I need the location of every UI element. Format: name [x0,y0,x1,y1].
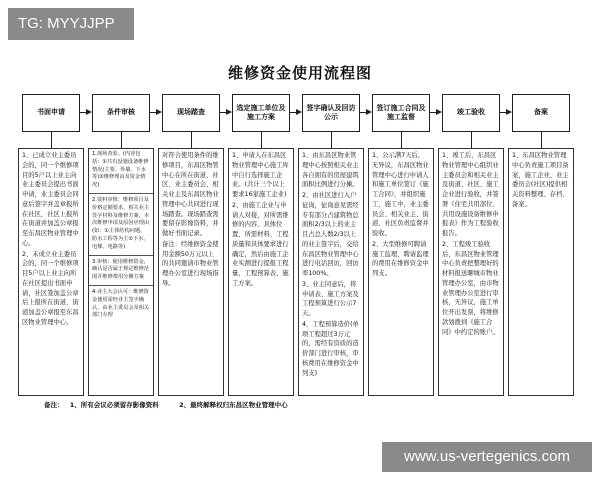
description-paragraph: 2、大型维修可聘请施工监理，聘请监理的费用在维修资金中列支。 [372,240,429,277]
description-paragraph: 1、竣工后，东昌区物业管理中心组织业主委员会和相关业主及街道、社区、施工企业进行验收，并签署《住宅共用部位、共用设施设备维修申报表》作为工程验收报告。 [442,152,499,237]
description-paragraph: 1、东昌区物业管理中心负责施工项目备案，施工企业、业主委员会(社区)提供相关资料整理、存档、备案。 [512,152,569,208]
watermark-top-left: TG: MYYJJPP [8,8,134,40]
stage-description-4 [228,148,294,396]
connector-line [471,132,472,148]
footnote [44,400,306,409]
divider [89,255,153,256]
description-paragraph: 2、由施工企业与申请人对接，对所需维修的内容、具体位置、所需材料、工程质量和具体要求进行确定，然后由施工企业实测进行提报工程量、工程预算表、施工方案。 [232,201,289,287]
arrow-5-to-6 [360,112,370,113]
description-paragraph: 2、由社区进行入户征询，征询意见需经专有部分占建筑物总面积2/3以上的业主且占总人数2/3以上的业主签字后，交给东昌区物业管理中心进行电话回访，回访率100%。 [302,192,359,277]
footnote-item-1: 1、所有会议必须留存影像资料 [69,401,159,409]
stage-box-3: 现场踏查 [162,94,220,132]
description-paragraph: 1、申请人在东昌区物业管理中心施工库中自行选择施工企业。(共计三个以上要求16家施工企业) [232,152,289,198]
connector-line [51,132,52,148]
stage-box-2: 条件审核 [92,94,150,132]
footnote-item-2: 2、最终解释权归东昌区物业管理中心 [179,401,288,409]
stage-description-1 [18,148,84,396]
description-paragraph: 1、已成立业主委员会的，同一个维修项目的5户以上业主向业主委员会提出书面申请，业主委员会同意后签字并盖章报所在社区，社区上报所在街道并加盖公章报至东昌区物业管理中心。 [22,152,79,247]
arrow-1-to-2 [80,112,90,113]
stage-box-1: 书面申请 [22,94,80,132]
description-paragraph: 1、由东昌区物业管理中心按照相关业主各自拥有的房屋建筑面积比例进行分摊。 [302,152,359,189]
stage-description-6 [368,148,434,396]
connector-line [191,132,192,148]
description-paragraph: 1、公示满7天后，无异议，东昌区物业管理中心进行申请人和施工单位签订《施工合同》，并组织施工，施工中，业主委员会、相关业主、街道、社区负责监督并验收。 [372,152,429,237]
divider [89,193,153,194]
arrow-6-to-7 [430,112,440,113]
stage-description-7 [438,148,504,396]
description-paragraph: 4.业主大会认可：维修资金使用需经业主签字确认，由业主委员会及相关部门办理 [92,288,150,319]
arrow-2-to-3 [150,112,160,113]
divider [89,285,153,286]
footnote-prefix: 备注： [44,401,64,409]
description-paragraph: 2、未成立业主委员会的，同一个维修项目5户以上业主向所在社区提出书面申请，社区签加盖公章后上报所在街道，街道加盖公章报至东昌区物业管理中心。 [22,250,79,326]
diagram-title: 维修资金使用流程图 [227,64,372,82]
connector-line [121,132,122,148]
stage-box-7: 竣工验收 [442,94,500,132]
connector-line [261,132,262,148]
description-paragraph: 3.审核：使用维修资金，确认是否属于规定维修范围并维修费用分摊方案 [92,258,150,281]
watermark-bottom-right: www.us-vertegenics.com [382,442,592,472]
arrow-4-to-5 [290,112,300,113]
description-paragraph: 对符合使用条件的维修项目，东昌区物管中心在所在街道、社区、业主委员会、相关业主及东昌区物业管理中心共同进行现场踏查。现场踏查需要留存影像资料，并做好书面记录。 [162,152,219,237]
stage-box-8: 备案 [512,94,570,132]
description-paragraph: 2.资料审核：维修项目及价格定额要求、相关业主签字材料及维修方案，本次维修申请及原因应理由(如：①主体结构问题、防水工程等为主②下水、电梯、电路等) [92,196,150,250]
description-paragraph: 2、工程竣工验收后，东昌区物业管理中心负责把整理好的材料报送聊城市物业管理办公室，由市物业管理办公室进行审核，无异议，施工单位开出发票，将维修款划拨到《施工合同》中约定的账户。 [442,240,499,336]
stage-box-4: 选定施工单位及施工方案 [232,94,290,132]
stage-description-8 [508,148,574,396]
arrow-7-to-8 [500,112,510,113]
stage-description-5 [298,148,364,396]
stage-description-2 [88,148,154,396]
stage-box-5: 签字确认及回访公示 [302,94,360,132]
description-paragraph: 备注：经维修资金使用金额50万元以上的共同邀请市物业管理办公室进行现场指导。 [162,240,219,287]
connector-line [331,132,332,148]
stage-box-6: 签订施工合同及施工监督 [372,94,430,132]
stage-description-3 [158,148,224,396]
description-paragraph: 3、业主同意后，将申请表、施工方案及工程预算进行公示7天。 [302,280,359,317]
arrow-3-to-4 [220,112,230,113]
connector-line [541,132,542,148]
connector-line [401,132,402,148]
description-paragraph: 4、工程预算造价(单项工程超过3万元的，需经有资质的造价部门进行审核，审核费用在维修资金中列支) [302,320,359,377]
description-paragraph: 1.现场查验。(内容包括：①共有设施设备维修情况(主要、外墙、下水等)②维修理由及资金情况) [92,151,149,189]
